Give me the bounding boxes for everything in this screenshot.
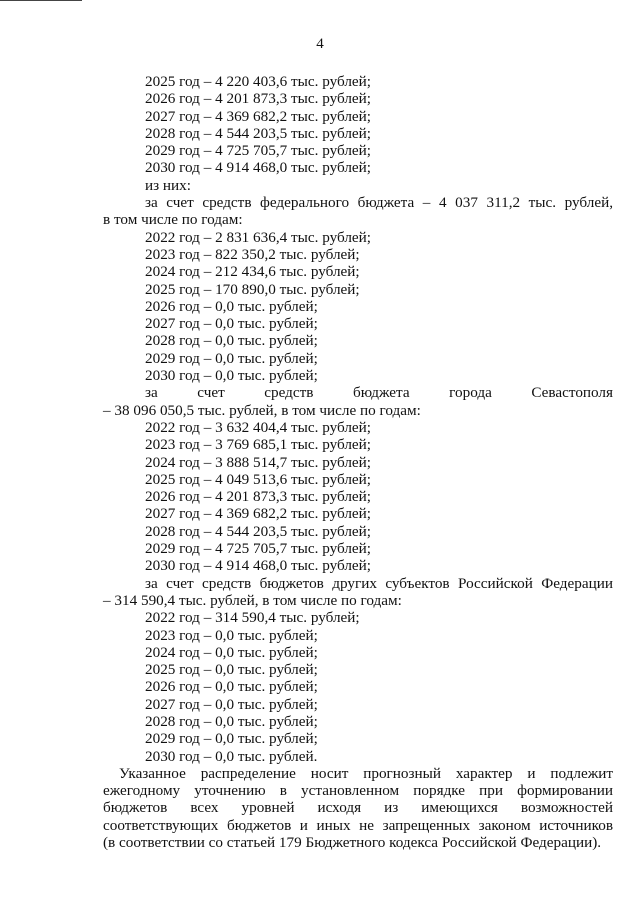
text-line: в том числе по годам:	[103, 211, 243, 229]
text-line: Указанное распределение носит прогнозный характер и подлежит	[119, 764, 613, 782]
text-line: за счет средств бюджета города Севастополя	[145, 384, 613, 402]
text-line: 2028 год – 0,0 тыс. рублей;	[145, 712, 318, 730]
text-line: 2026 год – 4 201 873,3 тыс. рублей;	[145, 488, 372, 506]
text-line: 2030 год – 0,0 тыс. рублей.	[145, 747, 318, 765]
text-line: 2027 год – 0,0 тыс. рублей;	[145, 695, 318, 713]
text-line: ежегодному уточнению в установленном порядке при формировании	[103, 782, 613, 800]
text-line: – 38 096 050,5 тыс. рублей, в том числе по годам:	[103, 401, 421, 419]
text-line: 2025 год – 4 049 513,6 тыс. рублей;	[145, 470, 372, 488]
text-line: 2028 год – 0,0 тыс. рублей;	[145, 332, 318, 350]
text-line: 2029 год – 4 725 705,7 тыс. рублей;	[145, 540, 372, 558]
text-line: 2025 год – 4 220 403,6 тыс. рублей;	[145, 73, 372, 90]
text-line: 2029 год – 4 725 705,7 тыс. рублей;	[145, 142, 372, 160]
text-line: за счет средств федерального бюджета – 4 037 311,2 тыс. рублей,	[145, 194, 613, 212]
text-line: 2027 год – 4 369 682,2 тыс. рублей;	[145, 107, 372, 125]
text-line: 2024 год – 3 888 514,7 тыс. рублей;	[145, 453, 372, 471]
text-line: за счет средств бюджетов других субъектов Российской Федерации	[145, 574, 613, 592]
text-line: бюджетов всех уровней исходя из имеющихся возможностей	[103, 799, 613, 817]
text-line: 2022 год – 2 831 636,4 тыс. рублей;	[145, 228, 372, 246]
text-line: 2027 год – 0,0 тыс. рублей;	[145, 315, 318, 333]
text-line: 2026 год – 0,0 тыс. рублей;	[145, 678, 318, 696]
text-line: (в соответствии со статьей 179 Бюджетного кодекса Российской Федерации).	[103, 834, 602, 852]
text-line: 2022 год – 314 590,4 тыс. рублей;	[145, 609, 360, 627]
text-line: 2023 год – 822 350,2 тыс. рублей;	[145, 245, 360, 263]
text-line: 2027 год – 4 369 682,2 тыс. рублей;	[145, 505, 372, 523]
text-line: 2026 год – 0,0 тыс. рублей;	[145, 297, 318, 315]
text-line: 2026 год – 4 201 873,3 тыс. рублей;	[145, 90, 372, 108]
text-line: 2023 год – 3 769 685,1 тыс. рублей;	[145, 436, 372, 454]
text-line: 2024 год – 0,0 тыс. рублей;	[145, 643, 318, 661]
text-line: 2029 год – 0,0 тыс. рублей;	[145, 349, 318, 367]
text-line: 2024 год – 212 434,6 тыс. рублей;	[145, 263, 360, 281]
text-line: 2022 год – 3 632 404,4 тыс. рублей;	[145, 418, 372, 436]
text-line: из них:	[145, 176, 191, 194]
text-line: 2030 год – 4 914 468,0 тыс. рублей;	[145, 159, 372, 177]
text-line: 2030 год – 0,0 тыс. рублей;	[145, 367, 318, 385]
text-line: – 314 590,4 тыс. рублей, в том числе по годам:	[103, 591, 402, 609]
text-line: 2028 год – 4 544 203,5 тыс. рублей;	[145, 124, 372, 142]
text-line: 2023 год – 0,0 тыс. рублей;	[145, 626, 318, 644]
text-line: соответствующих бюджетов и иных не запрещенных законом источников	[103, 816, 613, 834]
text-line: 2025 год – 0,0 тыс. рублей;	[145, 661, 318, 679]
text-line: 2028 год – 4 544 203,5 тыс. рублей;	[145, 522, 372, 540]
text-line: 2025 год – 170 890,0 тыс. рублей;	[145, 280, 360, 298]
top-left-rule	[0, 0, 82, 1]
text-line: 2030 год – 4 914 468,0 тыс. рублей;	[145, 557, 372, 575]
text-line: 2029 год – 0,0 тыс. рублей;	[145, 730, 318, 748]
document-body	[103, 73, 613, 851]
page-number: 4	[316, 36, 324, 52]
